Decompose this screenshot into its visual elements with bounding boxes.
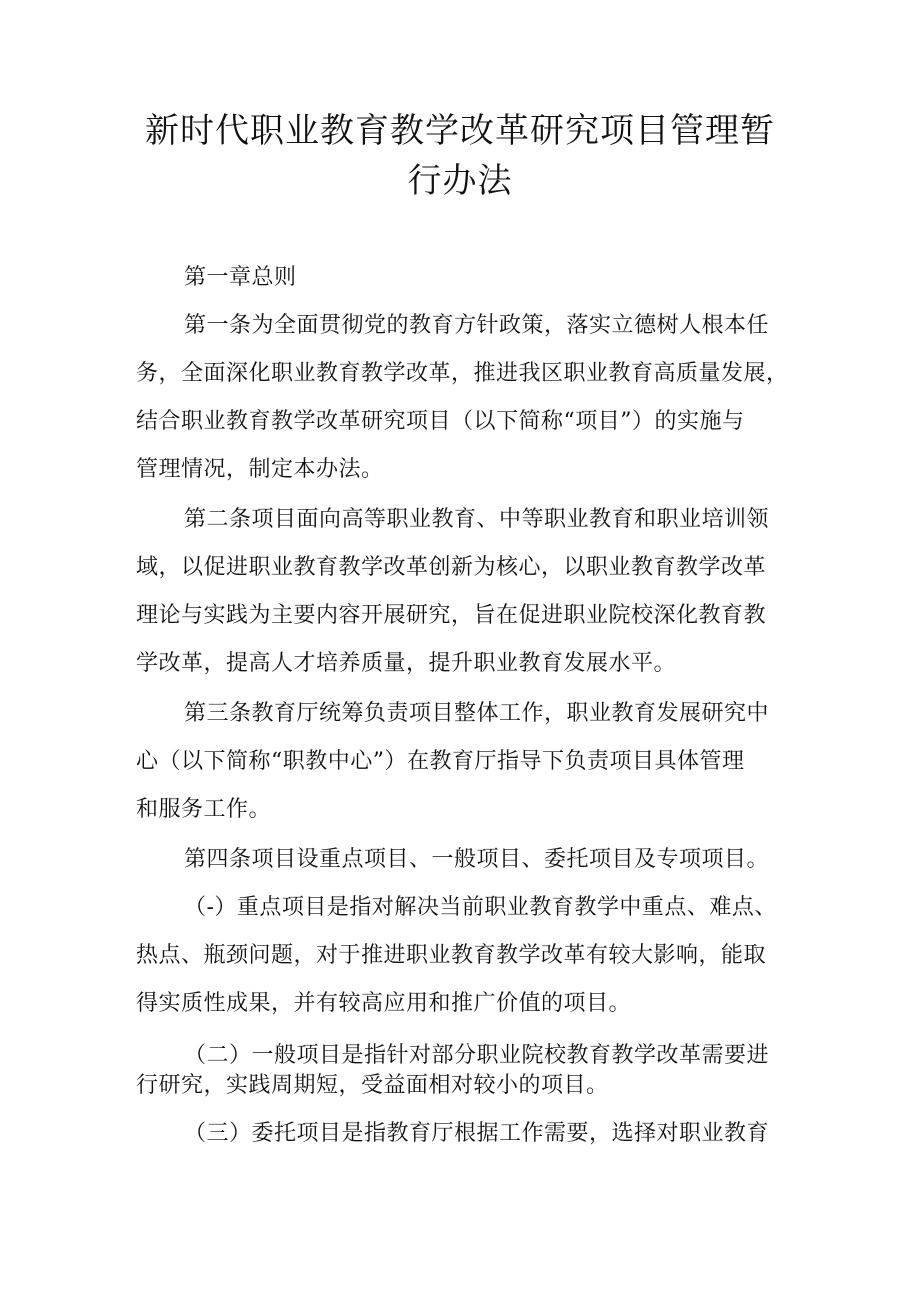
article-2-line-2: 域，以促进职业教育教学改革创新为核心，以职业教育教学改革 bbox=[136, 555, 767, 580]
item-2-line-2: 行研究，实践周期短，受益面相对较小的项目。 bbox=[136, 1073, 609, 1098]
item-1-line-1: （-）重点项目是指对解决当前职业教育教学中重点、难点、 bbox=[184, 895, 777, 920]
article-1-line-1: 第一条为全面贯彻党的教育方针政策，落实立德树人根本任 bbox=[184, 313, 770, 338]
article-2-line-1: 第二条项目面向高等职业教育、中等职业教育和职业培训领 bbox=[184, 507, 770, 532]
document-title-line-1: 新时代职业教育教学改革研究项目管理暂 bbox=[145, 111, 775, 151]
article-1-line-4: 管理情况，制定本办法。 bbox=[136, 457, 384, 482]
article-3-line-1: 第三条教育厅统筹负责项目整体工作，职业教育发展研究中 bbox=[184, 701, 770, 726]
article-2-line-4: 学改革，提高人才培养质量，提升职业教育发展水平。 bbox=[136, 651, 677, 676]
article-3-line-3: 和服务工作。 bbox=[136, 797, 272, 822]
article-2-line-3: 理论与实践为主要内容开展研究，旨在促进职业院校深化教育教 bbox=[136, 603, 767, 628]
article-1-line-3: 结合职业教育教学改革研究项目（以下简称“项目”）的实施与 bbox=[136, 409, 745, 434]
item-2-line-1: （二）一般项目是指针对部分职业院校教育教学改革需要进 bbox=[184, 1043, 770, 1068]
document-title-line-2: 行办法 bbox=[407, 161, 513, 201]
article-1-line-2: 务，全面深化职业教育教学改革，推进我区职业教育高质量发展， bbox=[136, 361, 789, 386]
item-1-line-3: 得实质性成果，并有较高应用和推广价值的项目。 bbox=[136, 991, 632, 1016]
item-3-line-1: （三）委托项目是指教育厅根据工作需要，选择对职业教育 bbox=[184, 1121, 770, 1146]
article-4-line-1: 第四条项目设重点项目、一般项目、委托项目及专项项目。 bbox=[184, 847, 770, 872]
article-3-line-2: 心（以下简称“职教中心”）在教育厅指导下负责项目具体管理 bbox=[136, 749, 745, 774]
chapter-heading: 第一章总则 bbox=[184, 265, 297, 290]
item-1-line-2: 热点、瓶颈问题，对于推进职业教育教学改革有较大影响，能取 bbox=[136, 943, 767, 968]
